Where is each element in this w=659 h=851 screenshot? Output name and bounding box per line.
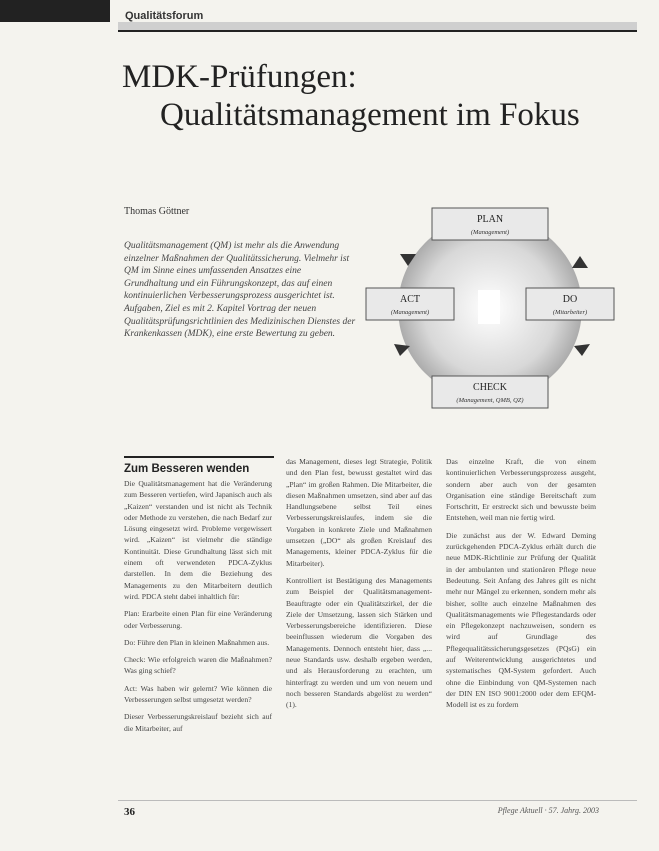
article-title — [122, 58, 632, 134]
act-sub: (Management) — [390, 309, 430, 316]
arrow-icon — [394, 344, 410, 356]
paragraph: Das einzelne Kraft, die von einem kontinuierlichen Verbesserungsprozess ausgeht, sondern aber auch von der gesamten Organisation eine ständige Bereitschaft zum Fortschritt, Er erstreckt sich und bewusste beim Entstehen, weil man nie fertig wird. — [446, 457, 596, 523]
section-heading: Zum Besseren wenden — [124, 456, 274, 475]
cycle-center-gap — [478, 290, 500, 324]
paragraph: Kontrolliert ist Bestätigung des Managements zum Beispiel der Qualitätsmanagement-Beauftragte oder ein Qualitätszirkel, der die Ziele der Umsetzung, lassen sich Stärken und Verbesserungsbereiche identifizieren. Diese beeinflussen wiederum die Vorgaben des Managements. Dennoch entsteht hier, dass „... neue Standards usw. deshalb ergeben werden, und als Herausforderung zu erachten, um hinterfragt zu werden und um von neuem und noch besseren Standards abgelöst zu werden“ (1). — [286, 575, 432, 710]
text-column-2 — [286, 456, 432, 717]
check-box — [432, 376, 548, 408]
do-box — [526, 288, 614, 320]
header-rule — [118, 30, 637, 32]
author: Thomas Göttner — [124, 206, 190, 217]
paragraph: Dieser Verbesserungskreislauf bezieht sich auf die Mitarbeiter, auf — [124, 712, 272, 733]
header-grey-band — [118, 22, 637, 30]
check-label: CHECK — [473, 382, 507, 393]
do-sub: (Mitarbeiter) — [552, 309, 588, 316]
check-sub: (Management, QMB, QZ) — [456, 397, 524, 404]
text-column-1 — [124, 478, 272, 740]
header-black-block — [0, 0, 110, 22]
title-line-1: MDK-Prüfungen: — [122, 59, 357, 95]
intro-text: Qualitätsmanagement (QM) ist mehr als die Anwendung einzelner Maßnahmen der Qualitätssicherung. Vielmehr ist QM im Sinne eines umfassenden Ansatzes eine Grundhaltung und ein Führungskonzept, das auf einen kontinuierlichen Verbesserungsprozess ausgerichtet ist. Aufgaben, Ziel es mit 2. Kapitel Vortrag der neuen Qualitätsprüfungsrichtlinien des Medizinischen Dienstes der Krankenkassen (MDK), eine erste Bewertung zu geben. — [124, 241, 356, 340]
act-box — [366, 288, 454, 320]
plan-label: PLAN — [476, 214, 504, 225]
paragraph: Check: Wie erfolgreich waren die Maßnahmen? Was ging schief? — [124, 655, 272, 676]
paragraph: das Management, dieses legt Strategie, Politik und den Plan fest, bewusst gestaltet wird das „Plan“ im großen Rahmen. Die Mitarbeiter, die diesen Maßnahmen umsetzen, sind aber auf das Handlungsebene selbst Teil eines Verbesserungskreislaufes, indem sie die Vorgaben in konkrete Ziele und Maßnahmen umsetzen („DO“ als großen Kreislauf des Managements, kleiner PDCA-Zyklus für die Mitarbeiter). — [286, 457, 432, 568]
arrow-icon — [572, 256, 588, 268]
journal-footer: Pflege Aktuell · 57. Jahrg. 2003 — [497, 806, 599, 815]
text-column-3 — [446, 456, 596, 717]
paragraph: Act: Was haben wir gelernt? Wie können die Verbesserungen selbst umgesetzt werden? — [124, 683, 272, 705]
plan-sub: (Management) — [470, 229, 510, 236]
section-label: Qualitätsforum — [125, 10, 204, 22]
footer-rule — [118, 800, 637, 801]
title-line-2: Qualitätsmanagement im Fokus — [160, 97, 580, 133]
act-label: ACT — [400, 294, 420, 305]
paragraph: Die Qualitätsmanagement hat die Veränderung zum Besseren vertiefen, wird Japanisch auch als „Kaizen“ verstanden und ist nicht als Technik oder Methode zu verstehen, die nach Bedarf zur Lösung eingesetzt wird. Probleme vergewissert wird. „Kaizen“ ist vielmehr die ständige Kontinuität. Diese Grundhaltung lässt sich mit einem oft verwendeten PDCA-Zyklus darstellen. In dem die Beziehung des Managements zu den Mitarbeitern deutlich wird. PDCA steht dabei inhaltlich für: — [124, 479, 272, 601]
paragraph: Die zunächst aus der W. Edward Deming zurückgehenden PDCA-Zyklus erhält durch die neue MDK-Richtlinie zur Prüfung der Qualität in der ambulanten und stationären Pflege neue Bedeutung. Seit Anfang des Jahres gilt es nicht mehr nur Mängel zu erkennen, sondern mehr als bisher, sollte auch einzelne Maßnahmen des Qualitätsmanagements wie Pflegestandards oder ein Pflegekonzept nachzuweisen, sondern es wird auf Grundlage des Pflegequalitätssicherungsgesetzes (PQsG) ein auf Weiterentwicklung ausgerichtetes und systematisches QM-System gefordert. Auch ohne die Einbindung von QM-Systemen nach der DIN EN ISO 9001:2000 oder dem EFQM-Modell ist es zu fordern — [446, 530, 596, 710]
pdca-diagram — [360, 206, 650, 416]
page-number: 36 — [124, 806, 135, 818]
do-label: DO — [562, 294, 578, 305]
paragraph: Do: Führe den Plan in kleinen Maßnahmen aus. — [124, 637, 270, 647]
plan-box — [432, 208, 548, 240]
paragraph: Plan: Erarbeite einen Plan für eine Veränderung oder Verbesserung. — [124, 609, 272, 630]
arrow-icon — [574, 344, 590, 356]
